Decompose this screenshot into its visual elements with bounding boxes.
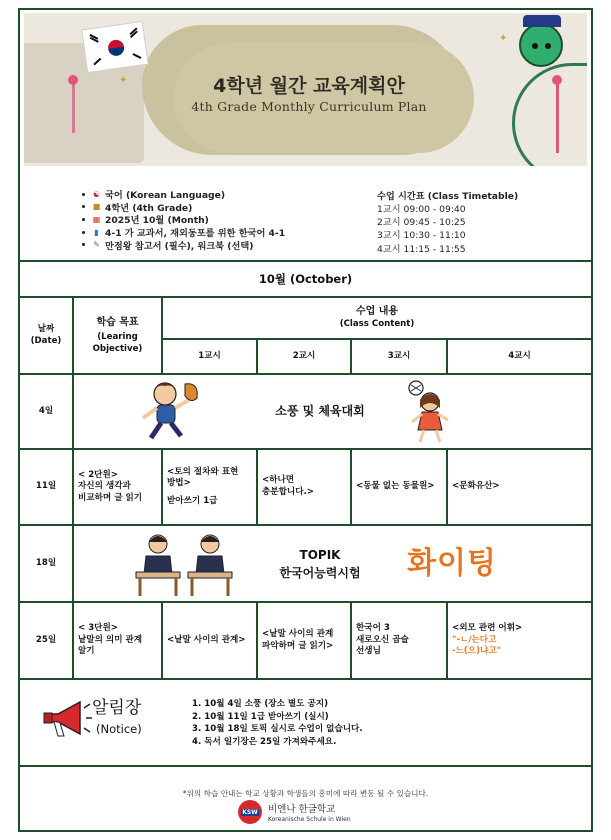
period-2-cell: [258, 450, 350, 524]
notice-title: 알림장: [92, 698, 142, 718]
banner-arc-decoration: [512, 63, 587, 166]
period-1-cell: [163, 603, 256, 678]
objective-line: < 3단원>: [78, 623, 118, 634]
school-building-icon: ■: [92, 202, 101, 212]
book-icon: ▮: [94, 227, 99, 237]
content-line: <문화유산>: [452, 481, 500, 492]
topik-label: TOPIK: [299, 547, 341, 562]
running-girl-icon: [402, 378, 454, 446]
header-banner: [24, 13, 587, 166]
page-frame: [18, 8, 593, 832]
page-subtitle: 4th Grade Monthly Curriculum Plan: [191, 99, 427, 114]
content-line: <토의 절차와 표현: [167, 466, 239, 477]
table-divider: [20, 524, 591, 526]
korean-flag-icon: ☯: [92, 189, 101, 199]
school-name-de: Koreanische Schule in Wien: [268, 816, 351, 823]
period-3-cell: [352, 450, 446, 524]
content-line: <하나면: [262, 475, 295, 486]
school-logo-text: KSW: [242, 808, 258, 816]
sparkle-icon: ✦: [119, 75, 128, 86]
notice-list: [192, 697, 363, 747]
memo-icon: ✎: [93, 240, 100, 250]
objective-line: 낱말의 의미 관계: [78, 634, 143, 645]
period-2-cell: [258, 603, 350, 678]
norigae-tassel-icon: [72, 83, 75, 133]
page-title: 4학년 월간 교육계획안: [213, 75, 405, 97]
list-item: ▦ 2025년 10월 (Month): [82, 213, 285, 226]
content-line-highlight: -느(으)냐고": [452, 646, 502, 657]
footer-note: *위의 학습 안내는 학교 상황과 학생들의 흥미에 따라 변동 될 수 있습니다.: [182, 789, 429, 798]
sparkle-icon: ✦: [499, 33, 508, 44]
school-name: 비엔나 한글학교: [268, 804, 336, 815]
timetable-row: 2교시 09:45 - 10:25: [377, 217, 466, 229]
header-objective: [74, 298, 161, 373]
header-period-4: 4교시: [508, 350, 531, 361]
notice-item: 1. 10월 4일 소풍 (장소 별도 공지): [192, 699, 329, 709]
header-content: [163, 298, 591, 338]
content-line-highlight: "-ㄴ/는다고: [452, 634, 497, 645]
course-info: [20, 170, 591, 258]
header-content-label-en: (Class Content): [339, 318, 415, 329]
timetable-row: 3교시 10:30 - 11:10: [377, 230, 466, 242]
objective-line: 비교하며 글 읽기: [78, 492, 143, 503]
mascot-icon: [519, 23, 563, 67]
table-divider: [20, 765, 591, 767]
content-line: 받아쓰기 1급: [167, 495, 218, 506]
class-timetable: [377, 188, 518, 254]
event-text: 소풍 및 체육대회: [275, 404, 365, 419]
list-item: ✎ 만점왕 참고서 (필수), 워크북 (선택): [82, 238, 285, 251]
norigae-knot-icon: [552, 75, 562, 85]
objective-line: 알기: [78, 646, 95, 657]
timetable-title: 수업 시간표 (Class Timetable): [377, 191, 519, 202]
header-period-3: 3교시: [387, 350, 411, 361]
header-date-label-en: (Date): [30, 335, 62, 346]
content-line: <외모 관련 어휘>: [452, 623, 523, 634]
objective-line: 자신의 생각과: [78, 481, 131, 492]
norigae-knot-icon: [68, 75, 78, 85]
school-logo-icon: [238, 800, 262, 824]
timetable-row: 4교시 11:15 - 11:55: [377, 243, 466, 255]
objective-line: < 2단원>: [78, 469, 118, 480]
period-4-cell: [448, 603, 591, 678]
notice-item: 3. 10월 18일 토픽 실시로 수업이 없습니다.: [192, 724, 363, 735]
timetable-row: 1교시 09:00 - 09:40: [377, 204, 466, 215]
studying-students-icon: [130, 530, 242, 598]
topik-label-ko: 한국어능력시험: [279, 566, 361, 580]
banner-decoration: [174, 43, 474, 153]
month-header: 10월 (October): [20, 260, 591, 296]
content-line: <낱말 사이의 관계: [262, 628, 334, 639]
content-line: <동물 없는 동물원>: [356, 481, 435, 492]
content-line: 선생님: [356, 646, 381, 657]
notice-item: 2. 10월 11일 1급 받아쓰기 (실시): [192, 711, 329, 722]
header-objective-label: 학습 목표: [96, 316, 139, 328]
korean-flag-icon: [81, 21, 149, 73]
header-date: [20, 298, 72, 373]
notice-subtitle: (Notice): [96, 722, 142, 736]
row-date: 4일: [38, 405, 54, 416]
period-1-cell: [163, 450, 256, 524]
topik-event: [270, 542, 370, 586]
running-boy-icon: [135, 378, 205, 446]
content-line: 충분합니다.>: [262, 487, 314, 497]
header-period-1: 1교시: [198, 350, 221, 361]
content-line: 방법>: [167, 478, 191, 489]
header-content-label: 수업 내용: [355, 306, 399, 318]
megaphone-icon: [40, 692, 92, 744]
period-4-cell: [448, 450, 591, 524]
content-line: <낱말 사이의 관계>: [167, 634, 246, 645]
content-line: 한국어 3: [356, 623, 390, 634]
row-date: 18일: [35, 557, 57, 568]
header-period-2: 2교시: [292, 350, 316, 361]
list-item: ☯ 국어 (Korean Language): [82, 188, 285, 201]
course-info-list: [82, 188, 285, 251]
notice-item: 4. 독서 일기장은 25일 가져와주세요.: [192, 736, 337, 747]
header-objective-label-en: (Learing Objective): [92, 332, 143, 354]
header-date-label: 날짜: [37, 323, 55, 334]
content-line: 새로오신 곱슬: [356, 634, 409, 645]
content-line: 파악하며 글 읽기>: [262, 640, 334, 651]
period-3-cell: [352, 603, 446, 678]
table-divider: [20, 678, 591, 680]
objective-cell: [74, 450, 161, 524]
calendar-icon: ▦: [92, 214, 101, 224]
list-item: ■ 4학년 (4th Grade): [82, 201, 285, 214]
row-date: 11일: [35, 481, 57, 492]
cheer-text: 화이팅: [407, 545, 497, 581]
row-date: 25일: [35, 634, 57, 645]
objective-cell: [74, 603, 161, 678]
list-item: ▮ 4-1 가 교과서, 재외동포를 위한 한국어 4-1: [82, 226, 285, 239]
norigae-tassel-icon: [556, 83, 559, 153]
